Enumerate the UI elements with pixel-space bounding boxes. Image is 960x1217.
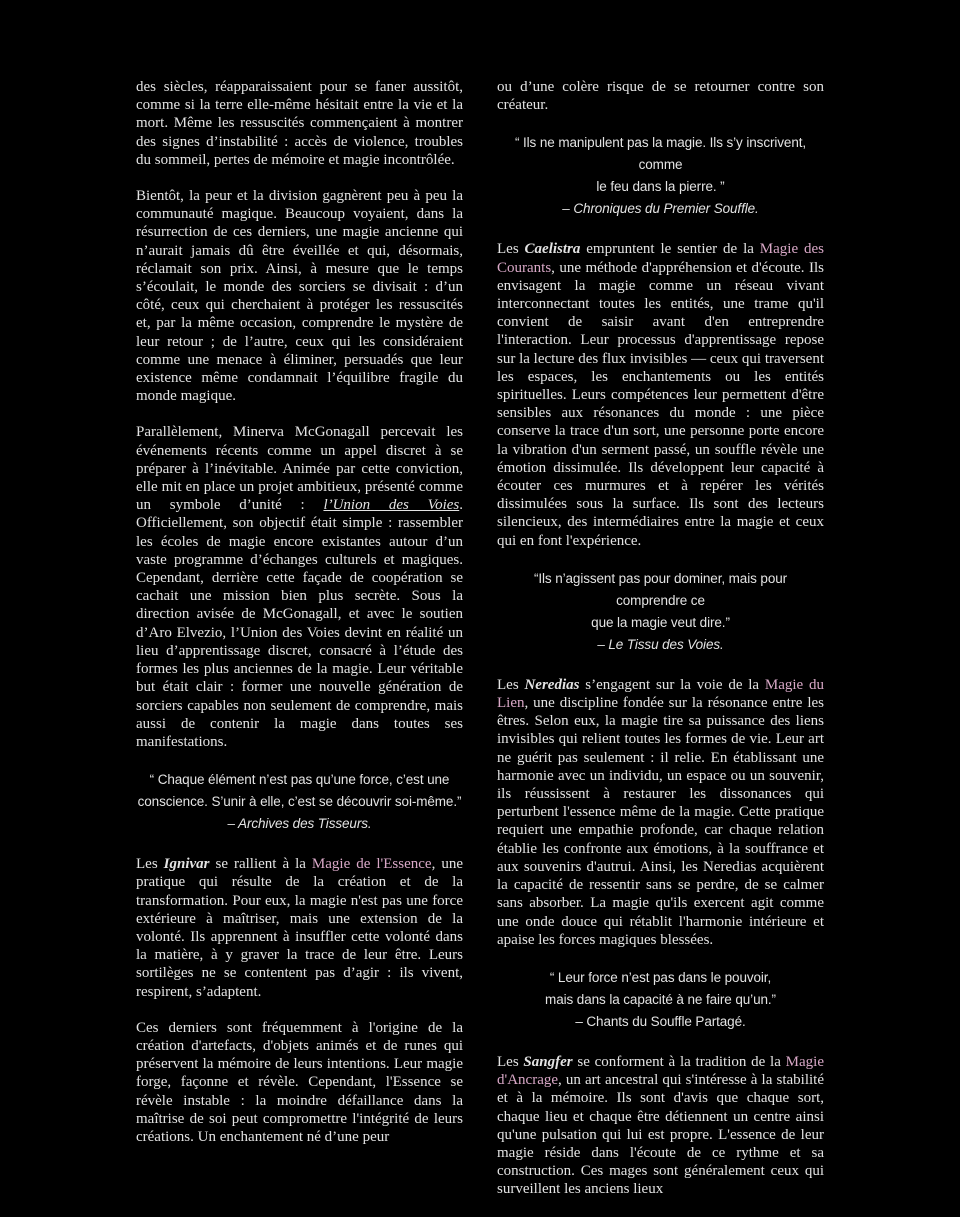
- text: , un art ancestral qui s'intéresse à la stabilité et à la mémoire. Ils sont d'avis que chaque sort, chaque lieu et chaque être détiennent un centre ainsi qu'une pulsation qui lui est propre. L'essence de leur magie réside dans l'écoute de ce rythme et sa construction. Ces mages sont généralement ceux qui surveillent les anciens lieux: [497, 1072, 824, 1198]
- quote-line: “ Leur force n’est pas dans le pouvoir,: [549, 969, 772, 985]
- text: Les: [497, 1053, 524, 1070]
- paragraph: [497, 676, 824, 949]
- text: Les: [497, 676, 525, 693]
- school-name: Sangfer: [523, 1053, 573, 1070]
- quote-line: conscience. S’unir à elle, c’est se découvrir soi-même.”: [137, 794, 462, 810]
- magic-name: Magie de l'Essence: [311, 856, 432, 873]
- quote-line: “ Ils ne manipulent pas la magie. Ils s’y inscrivent, comme: [514, 135, 807, 173]
- quote-line: “Ils n’agissent pas pour dominer, mais pour comprendre ce: [533, 570, 788, 608]
- text: , une méthode d'appréhension et d'écoute. Ils envisagent la magie comme un réseau vivant interconnectant toutes les entités, une trame qu'il convient de saisir avant d'en entreprendre l'interaction. Leur processus d'apprentissage repose sur la lecture des flux invisibles — ceux qui traversent les espaces, les enchantements ou les entités spirituelles. Leurs compétences leur permettent d'être sensibles aux résonances du monde : une pièce conserve la trace d'un sort, une personne porte encore la vibration d'un serment passé, un souffle révèle une émotion dissimulée. Ils développent leur capacité à écouter ces murmures et à repérer les vérités dissimulées sous la surface. Ils sont des lecteurs silencieux, des intermédiaires entre la magie et ceux qui en font l'expérience.: [497, 259, 824, 549]
- paragraph: [136, 423, 463, 751]
- quote-tissu: [497, 568, 824, 656]
- text: se rallient à la: [209, 856, 312, 873]
- text: s’engagent sur la voie de la: [579, 676, 765, 693]
- quote-chants: [497, 967, 824, 1033]
- school-name: Neredias: [524, 676, 580, 693]
- school-name: Ignivar: [163, 856, 210, 873]
- paragraph: [497, 1053, 824, 1199]
- text: , une discipline fondée sur la résonance entre les êtres. Selon eux, la magie tire sa puissance des liens invisibles qui relient toutes les formes de vie. Leur art ne guérit pas seulement : il relie. En établissant une harmonie avec un individu, un espace ou un souvenir, ils réussissent à restaurer les dissonances qui perturbent l'essence même de la magie. Cette pratique requiert une empathie profonde, car chaque relation établie les confronte aux émotions, à la souffrance et aux souvenirs d'autrui. Ainsi, les Neredias acquièrent la capacité de ressentir sans se perdre, de se calmer sans absorber. La magie qu'ils exercent agit comme une onde douce qui rétablit l'harmonie intérieure et apaise les forces magiques blessées.: [497, 695, 824, 948]
- paragraph: Ces derniers sont fréquemment à l'origine de la création d'artefacts, d'objets animés et de runes qui préservent la mémoire de leurs intentions. Leur magie forge, façonne et révèle. Cependant, l'Essence se révèle instable : la moindre défaillance dans la maîtrise de soi peut compromettre l'intégrité de leurs créations. Un enchantement né d’une peur: [136, 1019, 463, 1145]
- left-column: [136, 78, 463, 1164]
- text: , une pratique qui résulte de la création et de la transformation. Pour eux, la magie n'est pas une force extérieure à maîtriser, mais une extension de la volonté. Ils apprennent à insuffler cette volonté dans la matière, à y graver la trace de leur être. Leurs sortilèges ne se contentent pas d’agir : ils vivent, respirent, s’adaptent.: [136, 856, 463, 1000]
- text: Les: [136, 856, 164, 873]
- quote-line: “ Chaque élément n’est pas qu’une force, c’est une: [149, 772, 450, 788]
- quote-source: – Chroniques du Premier Souffle.: [562, 201, 759, 217]
- quote-source: – Le Tissu des Voies.: [597, 636, 724, 652]
- quote-line: le feu dans la pierre. ”: [596, 179, 725, 195]
- paragraph: [497, 240, 824, 549]
- paragraph: Bientôt, la peur et la division gagnèrent peu à peu la communauté magique. Beaucoup voyaient, dans la résurrection de ces derniers, une magie ancienne qui n’aurait jamais dû être éveillée et qui, désormais, réclamait son prix. Ainsi, à mesure que le temps s’écoulait, le monde des sorciers se divisait : d’un côté, ceux qui cherchaient à protéger les ressuscités et, par la même occasion, comprendre le mystère de leur retour ; de l’autre, ceux qui les considéraient comme une menace à éliminer, persuadés que leur existence même condamnait l’équilibre fragile du monde magique.: [136, 188, 463, 405]
- paragraph: des siècles, réapparaissaient pour se faner aussitôt, comme si la terre elle-même hésitait entre la vie et la mort. Même les ressuscités commençaient à montrer des signes d’instabilité : accès de violence, troubles du sommeil, pertes de mémoire et magie incontrôlée.: [136, 79, 463, 168]
- quote-source: – Chants du Souffle Partagé.: [575, 1013, 746, 1029]
- quote-line: que la magie veut dire.”: [591, 614, 730, 630]
- school-name: Caelistra: [524, 241, 581, 258]
- text: . Officiellement, son objectif était simple : rassembler les écoles de magie encore existantes autour d’un vaste programme d’échanges culturels et magiques. Cependant, derrière cette façade de coopération se cachait une mission bien plus secrète. Sous la direction avisée de McGonagall, et avec le soutien d’Aro Elvezio, l’Union des Voies devint en réalité un lieu d’apprentissage discret, consacré à l’étude des formes les plus anciennes de la magie. Leur véritable but était clair : former une nouvelle génération de sorciers capables non seulement de comprendre, mais aussi de contenir la magie dans toutes ses manifestations.: [136, 497, 463, 750]
- magic-name: Magie des Courants: [497, 241, 824, 276]
- text: se conforment à la tradition de la: [572, 1053, 786, 1070]
- text: Parallèlement, Minerva McGonagall percevait les événements récents comme un appel discret à se préparer à l’inévitable. Animée par cette conviction, elle mit en place un projet ambitieux, présenté comme un symbole d’unité :: [136, 424, 463, 514]
- magic-name: Magie d'Ancrage: [497, 1053, 824, 1089]
- right-column: [497, 78, 824, 1217]
- magic-name: Magie du Lien: [497, 676, 824, 712]
- paragraph: ou d’une colère risque de se retourner contre son créateur.: [497, 79, 824, 114]
- union-des-voies-term: l’Union des Voies: [323, 497, 460, 514]
- text: Les: [497, 241, 525, 258]
- quote-line: mais dans la capacité à ne faire qu’un.”: [545, 991, 776, 1007]
- quote-archives: [136, 769, 463, 835]
- text: empruntent le sentier de la: [580, 241, 760, 258]
- quote-source: – Archives des Tisseurs.: [227, 816, 372, 832]
- paragraph: [136, 855, 463, 1001]
- quote-chroniques: [497, 132, 824, 220]
